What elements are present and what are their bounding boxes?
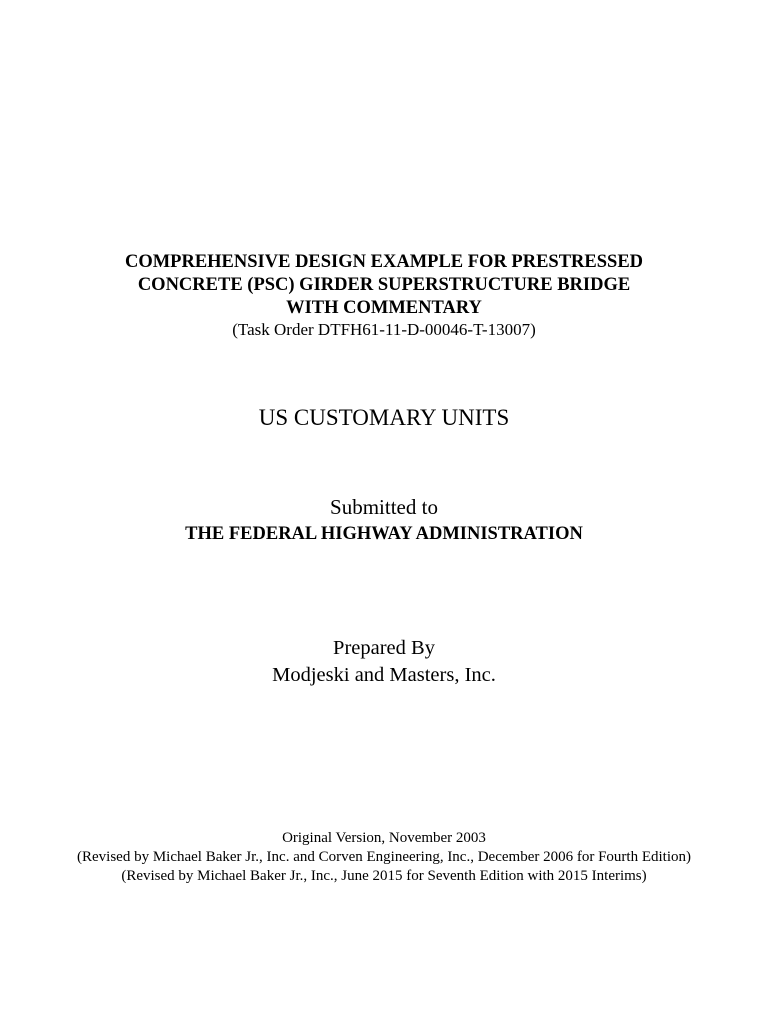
title-line-1: COMPREHENSIVE DESIGN EXAMPLE FOR PRESTRESSED	[124, 252, 644, 272]
version-revision-fourth-edition: (Revised by Michael Baker Jr., Inc. and Corven Engineering, Inc., December 2006 for Fourth Edition)	[77, 849, 691, 865]
submitted-to-agency: THE FEDERAL HIGHWAY ADMINISTRATION	[185, 524, 583, 544]
prepared-by-company: Modjeski and Masters, Inc.	[272, 664, 496, 686]
title-line-2: CONCRETE (PSC) GIRDER SUPERSTRUCTURE BRIDGE	[137, 275, 631, 295]
task-order: (Task Order DTFH61-11-D-00046-T-13007)	[232, 320, 536, 339]
submitted-to-label: Submitted to	[330, 495, 438, 519]
units-heading: US CUSTOMARY UNITS	[258, 405, 510, 430]
prepared-by-label: Prepared By	[333, 637, 435, 659]
version-revision-seventh-edition: (Revised by Michael Baker Jr., Inc., June 2015 for Seventh Edition with 2015 Interims)	[121, 868, 647, 884]
version-original: Original Version, November 2003	[282, 830, 486, 846]
title-line-3: WITH COMMENTARY	[286, 298, 482, 318]
